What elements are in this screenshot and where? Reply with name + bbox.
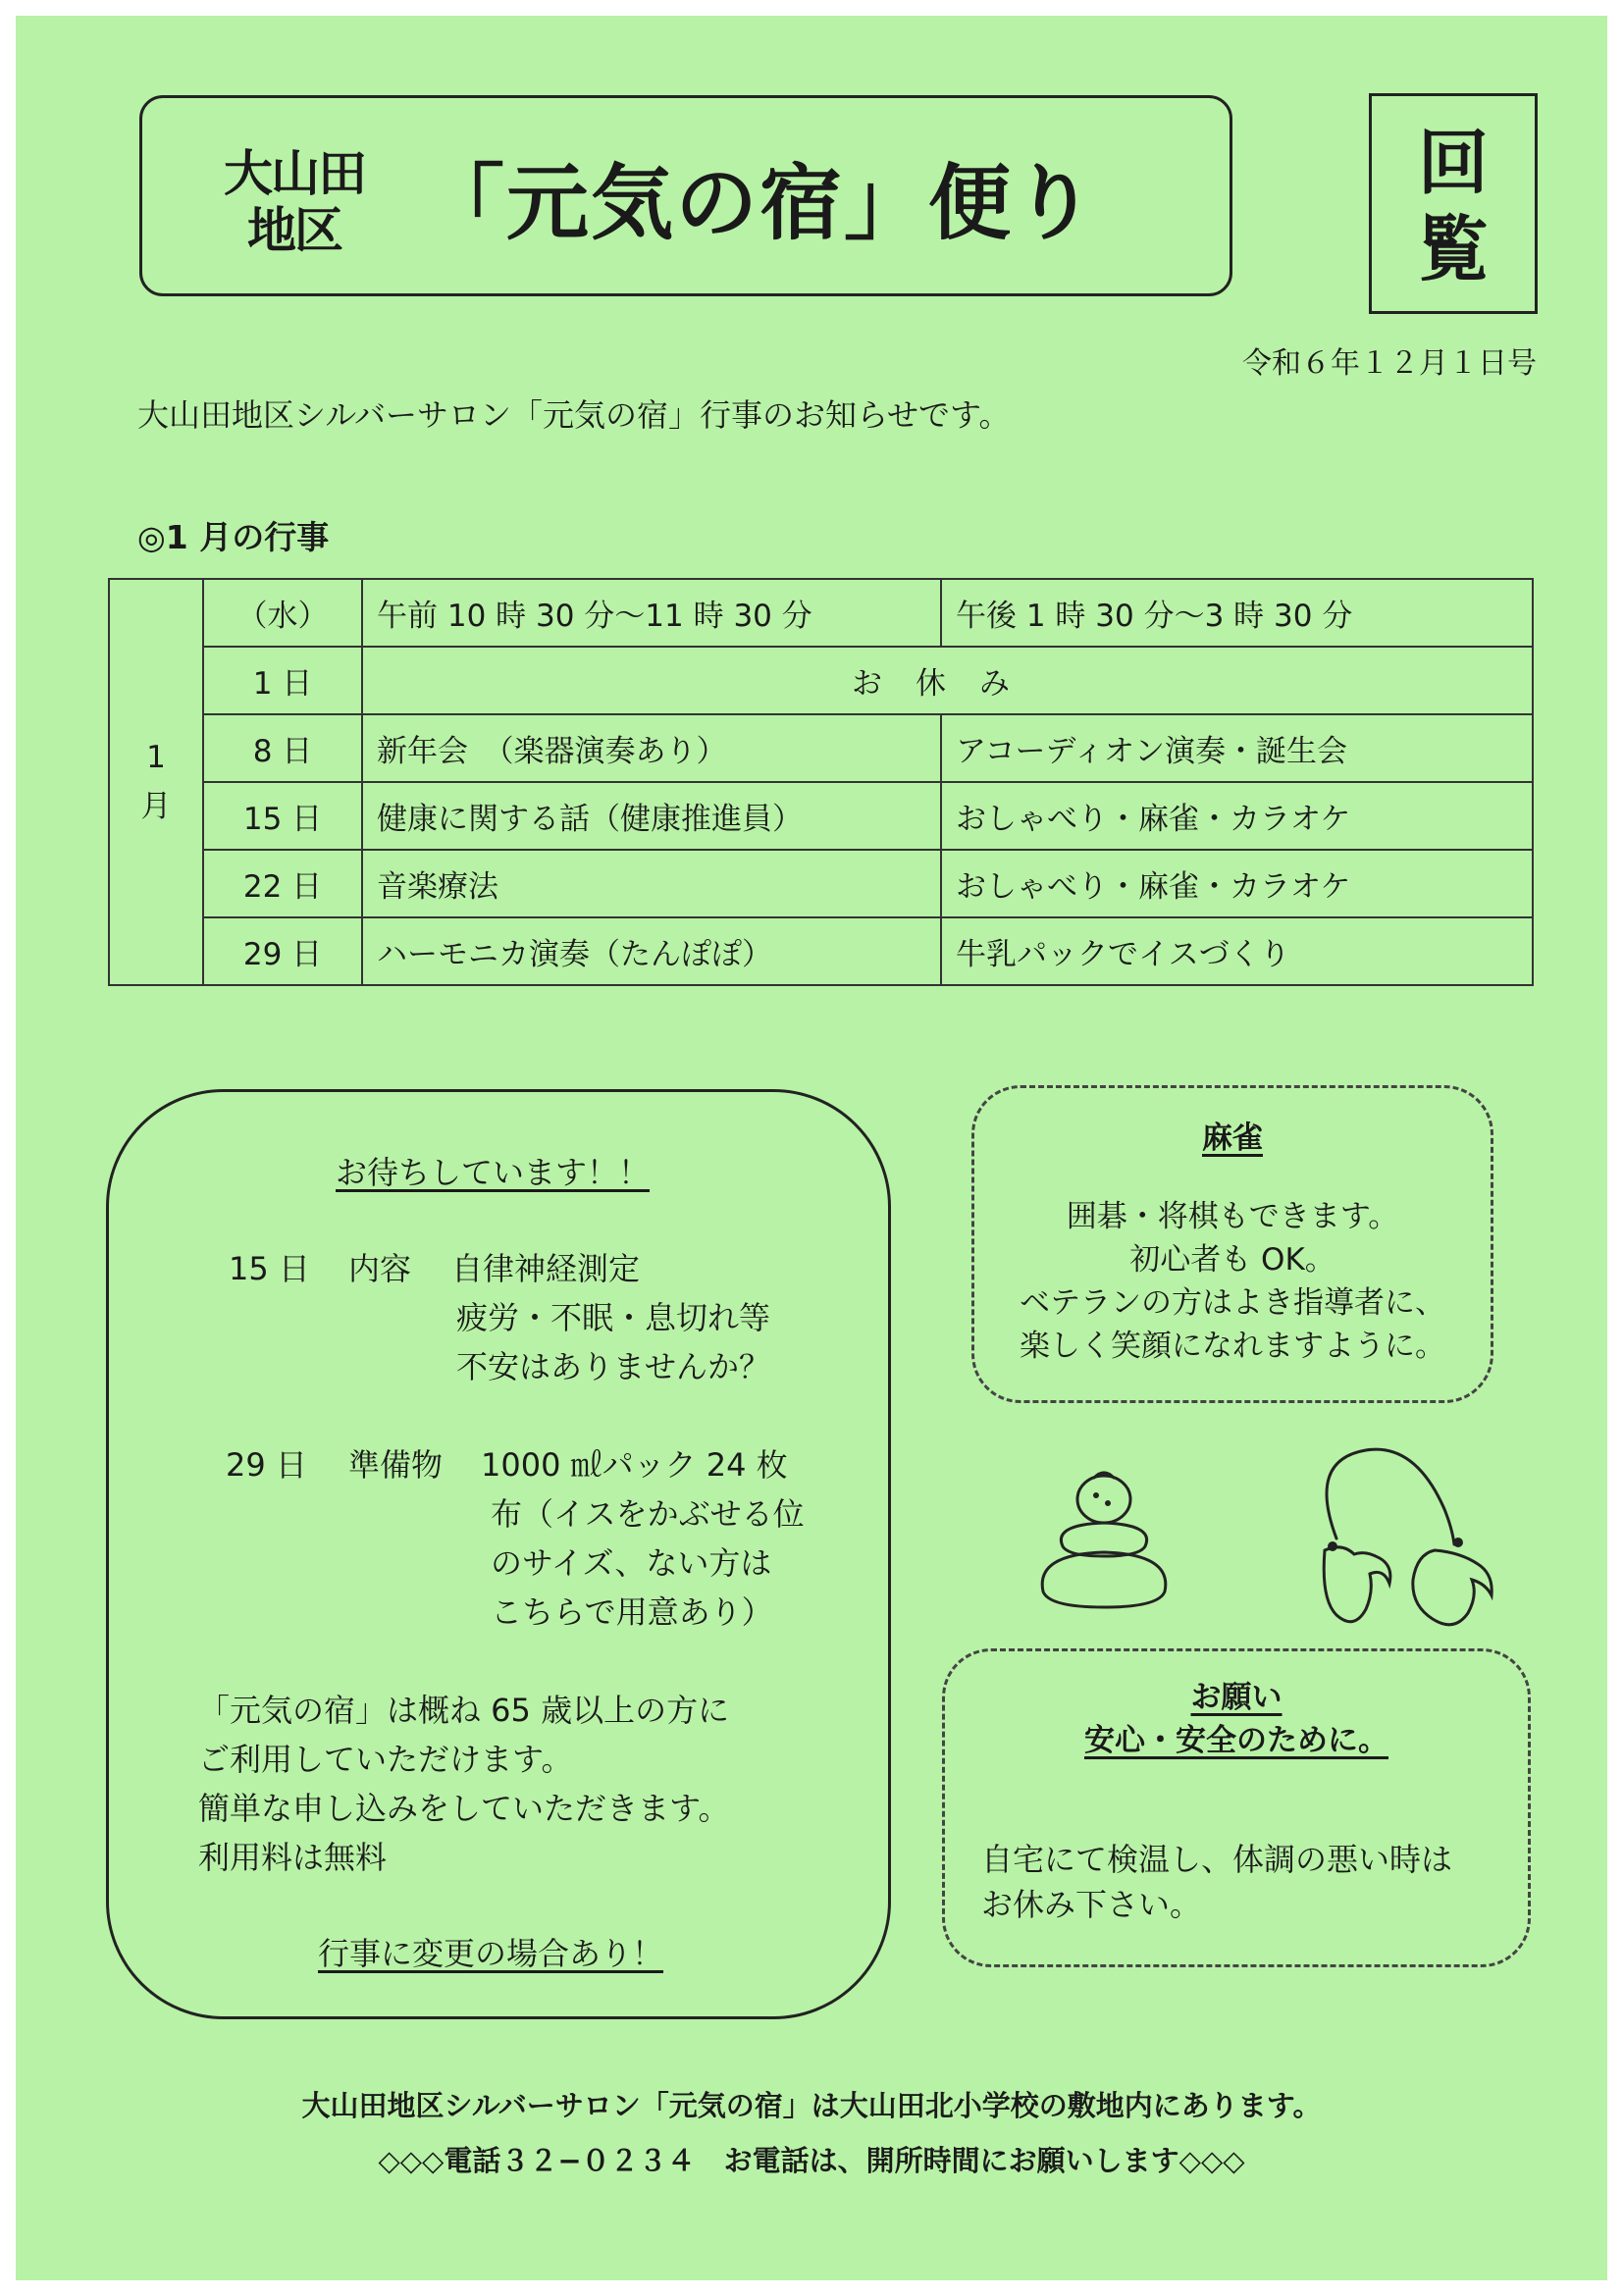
info-note: 「元気の宿」は概ね 65 歳以上の方に bbox=[198, 1692, 730, 1729]
newsletter-title: 「元気の宿」便り bbox=[422, 155, 1098, 251]
weekday-header: （水） bbox=[203, 579, 362, 647]
mahjong-line: ベテランの方はよき指導者に、 bbox=[1020, 1285, 1445, 1321]
district-line-1: 大山田 bbox=[224, 145, 365, 202]
day-cell: 8 日 bbox=[203, 714, 362, 782]
item2-label: 準備物 bbox=[348, 1446, 444, 1484]
table-row bbox=[109, 782, 1533, 850]
pm-event-cell: 牛乳パックでイスづくり bbox=[941, 917, 1533, 985]
footer-location: 大山田地区シルバーサロン「元気の宿」は大山田北小学校の敷地内にあります。 bbox=[301, 2089, 1322, 2122]
item1-line: 自律神経測定 bbox=[451, 1250, 641, 1287]
am-time-header: 午前 10 時 30 分～11 時 30 分 bbox=[362, 579, 941, 647]
district-name bbox=[196, 145, 393, 259]
info-note: 簡単な申し込みをしていただきます。 bbox=[198, 1790, 730, 1827]
day-cell: 1 日 bbox=[203, 647, 362, 714]
mahjong-line: 囲碁・将棋もできます。 bbox=[1066, 1199, 1399, 1234]
kagami-mochi-icon bbox=[1035, 1470, 1173, 1619]
am-event-cell: 健康に関する話（健康推進員） bbox=[362, 782, 941, 850]
mittens-icon bbox=[1315, 1440, 1511, 1627]
request-line: 自宅にて検温し、体調の悪い時は bbox=[981, 1841, 1453, 1878]
info-note: 利用料は無料 bbox=[198, 1839, 388, 1876]
info-note: ご利用していただけます。 bbox=[198, 1741, 573, 1778]
footer-phone: ◇◇◇電話３２−０２３４ お電話は、開所時間にお願いします◇◇◇ bbox=[378, 2144, 1245, 2177]
item2-line: こちらで用意あり） bbox=[491, 1593, 773, 1631]
month-cell bbox=[109, 579, 203, 985]
mahjong-line: 初心者も OK。 bbox=[1129, 1242, 1335, 1278]
am-event-cell: ハーモニカ演奏（たんぽぽ） bbox=[362, 917, 941, 985]
table-row bbox=[109, 647, 1533, 714]
month-number: 1 bbox=[146, 740, 166, 775]
issue-date: 令和６年１２月１日号 bbox=[1242, 346, 1537, 381]
district-line-2: 地区 bbox=[247, 202, 341, 259]
table-row bbox=[109, 714, 1533, 782]
day-cell: 15 日 bbox=[203, 782, 362, 850]
am-event-cell: 音楽療法 bbox=[362, 850, 941, 917]
mahjong-line: 楽しく笑顔になれますように。 bbox=[1020, 1329, 1445, 1364]
schedule-header-row bbox=[109, 579, 1533, 647]
mahjong-heading: 麻雀 bbox=[1202, 1121, 1263, 1156]
pm-time-header: 午後 1 時 30 分～3 時 30 分 bbox=[941, 579, 1533, 647]
info-heading: お待ちしています！！ bbox=[336, 1154, 651, 1191]
closed-cell: お休み bbox=[362, 647, 1533, 714]
pm-event-cell: おしゃべり・麻雀・カラオケ bbox=[941, 782, 1533, 850]
item2-day: 29 日 bbox=[226, 1446, 307, 1484]
item2-line: 1000 ㎖パック 24 枚 bbox=[481, 1446, 788, 1484]
circulation-stamp-line-1: 回 bbox=[1417, 122, 1489, 204]
intro-text: 大山田地区シルバーサロン「元気の宿」行事のお知らせです。 bbox=[137, 396, 1011, 434]
am-event-cell: 新年会 （楽器演奏あり） bbox=[362, 714, 941, 782]
change-notice: 行事に変更の場合あり！ bbox=[318, 1935, 664, 1972]
request-heading: お願い bbox=[1190, 1680, 1283, 1715]
item1-day: 15 日 bbox=[229, 1250, 310, 1287]
item1-label: 内容 bbox=[348, 1250, 412, 1287]
request-subheading: 安心・安全のために。 bbox=[1084, 1723, 1388, 1758]
item1-line: 不安はありませんか？ bbox=[456, 1348, 771, 1385]
item1-line: 疲労・不眠・息切れ等 bbox=[456, 1299, 771, 1336]
day-cell: 29 日 bbox=[203, 917, 362, 985]
table-row bbox=[109, 850, 1533, 917]
table-row bbox=[109, 917, 1533, 985]
circulation-stamp-line-2: 覧 bbox=[1417, 208, 1489, 290]
pm-event-cell: おしゃべり・麻雀・カラオケ bbox=[941, 850, 1533, 917]
section-heading: ◎1 月の行事 bbox=[137, 518, 330, 556]
request-line: お休み下さい。 bbox=[981, 1886, 1202, 1923]
schedule-table bbox=[108, 578, 1534, 986]
day-cell: 22 日 bbox=[203, 850, 362, 917]
pm-event-cell: アコーディオン演奏・誕生会 bbox=[941, 714, 1533, 782]
circulation-stamp bbox=[1369, 120, 1538, 292]
item2-line: のサイズ、ない方は bbox=[491, 1544, 772, 1582]
month-suffix: 月 bbox=[140, 789, 172, 824]
item2-line: 布（イスをかぶせる位 bbox=[491, 1495, 805, 1533]
